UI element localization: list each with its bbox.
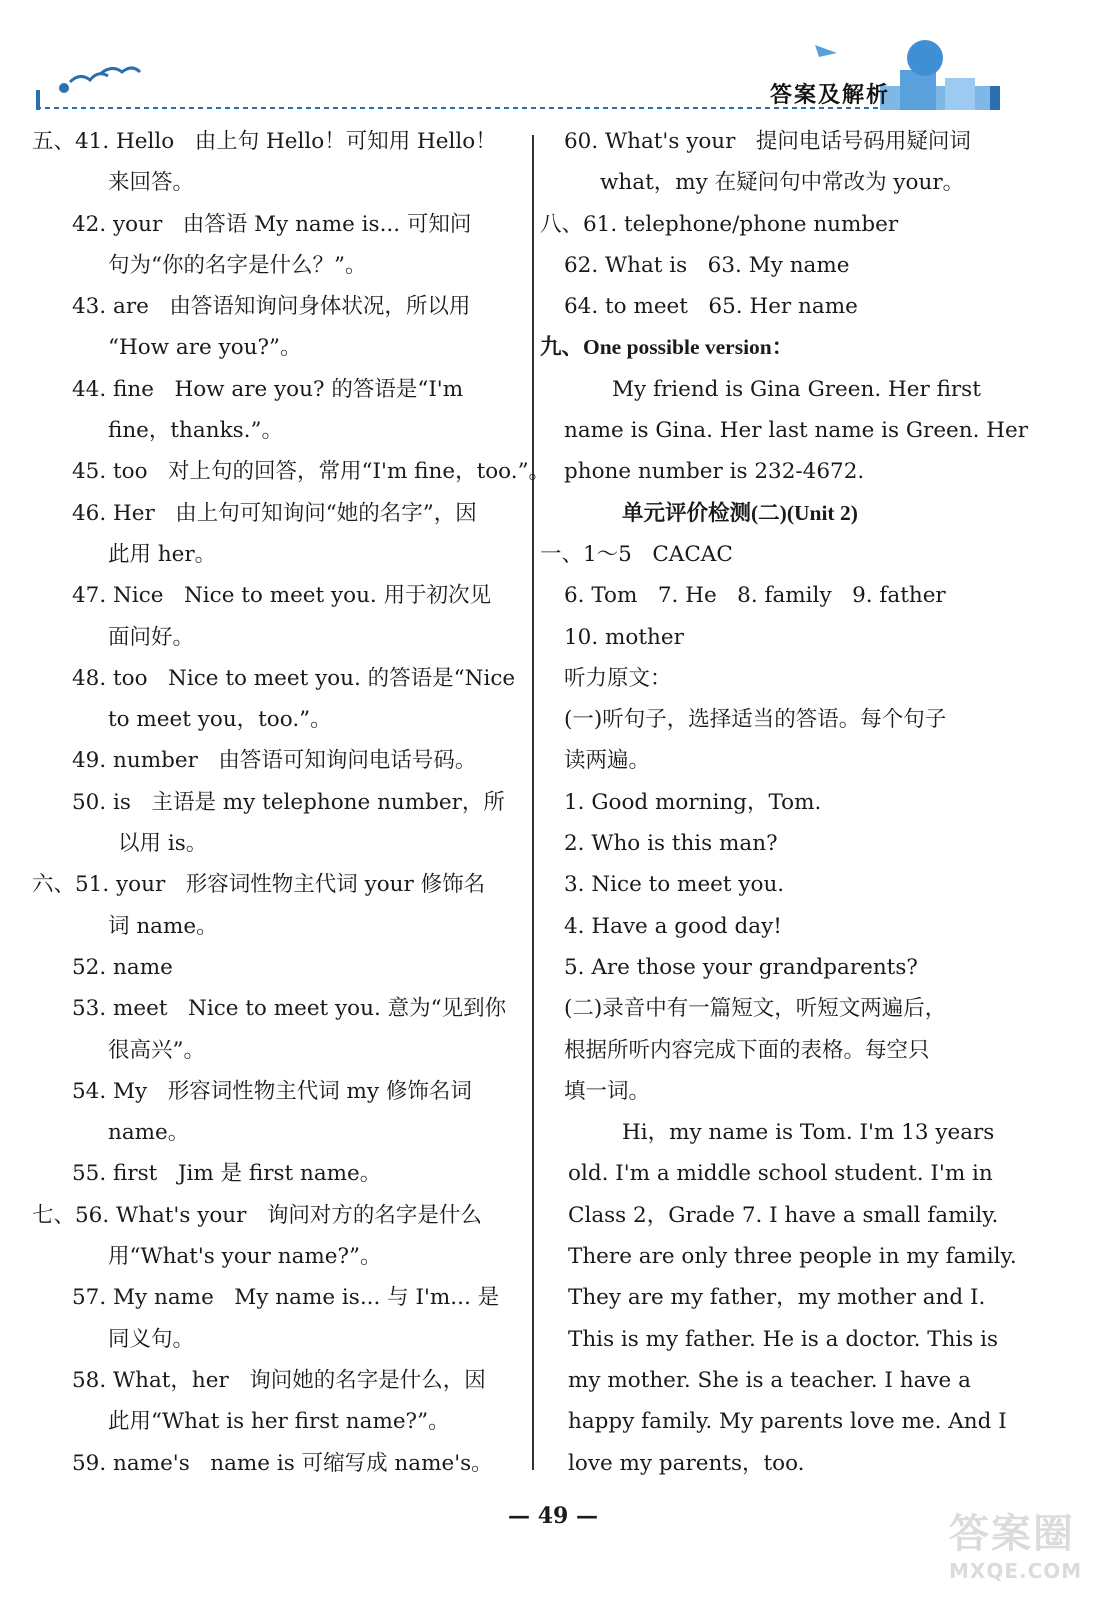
line-text: (一)听句子，选择适当的答语。每个句子	[564, 707, 947, 733]
seagull-icon	[70, 74, 108, 82]
line-text: love my parents，too.	[568, 1450, 805, 1476]
line-text: 6. Tom 7. He 8. family 9. father	[564, 583, 946, 609]
line-text: 54. My 形容词性物主代词 my 修饰名词	[72, 1078, 472, 1104]
text-line	[540, 575, 1030, 616]
text-line	[540, 204, 1030, 245]
text-line	[32, 327, 527, 368]
line-text: 句为“你的名字是什么？”。	[108, 252, 367, 278]
text-line	[32, 245, 527, 286]
text-line	[540, 1401, 1030, 1442]
line-text: happy family. My parents love me. And I	[568, 1409, 1007, 1435]
text-line	[32, 1112, 527, 1153]
text-line	[540, 699, 1030, 740]
text-line	[540, 947, 1030, 988]
text-line	[32, 1277, 527, 1318]
line-text: 单元评价检测(二)(Unit 2)	[622, 500, 858, 525]
line-text: 六、51. your 形容词性物主代词 your 修饰名	[32, 872, 486, 898]
line-text: name is Gina. Her last name is Green. Her	[564, 418, 1029, 444]
line-text: 5. Are those your grandparents?	[564, 954, 918, 980]
line-text: 59. name's name is 可缩写成 name's。	[72, 1450, 493, 1476]
line-text: 读两遍。	[564, 748, 651, 774]
watermark-bottom: MXQE.COM	[949, 1559, 1083, 1583]
page-header	[0, 0, 1106, 125]
line-text: 八、61. telephone/phone number	[540, 211, 899, 237]
line-text: 46. Her 由上句可知询问“她的名字”，因	[72, 500, 477, 526]
line-text: 53. meet Nice to meet you. 意为“见到你	[72, 996, 507, 1022]
text-line	[32, 1360, 527, 1401]
line-text: 50. is 主语是 my telephone number，所	[72, 789, 505, 815]
line-text: 58. What，her 询问她的名字是什么，因	[72, 1367, 486, 1393]
line-text: 九、One possible version：	[540, 335, 794, 360]
text-line	[32, 1030, 527, 1071]
line-text: 听力原文：	[564, 665, 672, 691]
line-text: what，my 在疑问句中常改为 your。	[600, 170, 965, 196]
dot-icon	[59, 83, 69, 93]
text-line	[32, 988, 527, 1029]
text-line	[540, 493, 1030, 534]
text-line	[540, 658, 1030, 699]
text-line	[32, 493, 527, 534]
text-line	[540, 1195, 1030, 1236]
text-line	[540, 1236, 1030, 1277]
text-line	[540, 121, 1030, 162]
text-line	[540, 1443, 1030, 1484]
line-text: 来回答。	[108, 170, 195, 196]
line-text: to meet you，too.”。	[108, 707, 332, 733]
line-text: They are my father，my mother and I.	[568, 1285, 986, 1311]
text-line	[32, 451, 551, 492]
text-line	[32, 1071, 527, 1112]
text-line	[32, 1236, 527, 1277]
text-line	[540, 534, 1030, 575]
text-line	[32, 534, 527, 575]
text-line	[540, 245, 1030, 286]
text-line	[540, 782, 1030, 823]
column-divider	[532, 135, 534, 1470]
line-text: 48. too Nice to meet you. 的答语是“Nice	[72, 665, 516, 691]
line-text: 此用 her。	[108, 541, 217, 567]
text-line	[32, 162, 527, 203]
line-text: 4. Have a good day!	[564, 913, 782, 939]
page-number: — 49 —	[508, 1503, 598, 1529]
text-line	[540, 864, 1030, 905]
line-text: 42. your 由答语 My name is... 可知问	[72, 211, 472, 237]
watermark-top: 答案圈	[949, 1511, 1075, 1557]
line-text: 面问好。	[108, 624, 195, 650]
text-line	[32, 410, 527, 451]
line-text: 根据所听内容完成下面的表格。每空只	[564, 1037, 930, 1063]
line-text: 43. are 由答语知询问身体状况，所以用	[72, 294, 471, 320]
text-line	[32, 369, 527, 410]
text-line	[32, 906, 527, 947]
line-text: “How are you?”。	[108, 335, 302, 361]
text-line	[32, 1195, 527, 1236]
line-text: My friend is Gina Green. Her first	[612, 376, 981, 402]
text-line	[540, 1153, 1030, 1194]
text-line	[32, 617, 527, 658]
text-line	[540, 451, 1030, 492]
line-text: 很高兴”。	[108, 1037, 205, 1063]
text-line	[32, 1319, 527, 1360]
line-text: 45. too 对上句的回答，常用“I'm fine，too.”。	[72, 459, 551, 485]
text-line	[540, 1030, 1030, 1071]
text-line	[32, 286, 527, 327]
text-line	[32, 947, 527, 988]
line-text: 3. Nice to meet you.	[564, 872, 785, 898]
line-text: There are only three people in my family.	[568, 1244, 1017, 1270]
text-line	[540, 410, 1030, 451]
line-text: 2. Who is this man?	[564, 831, 778, 857]
right-column	[540, 121, 1030, 1484]
text-line	[32, 699, 527, 740]
text-line	[540, 988, 1030, 1029]
line-text: old. I'm a middle school student. I'm in	[568, 1161, 993, 1187]
line-text: 五、41. Hello 由上句 Hello！可知用 Hello！	[32, 129, 497, 154]
line-text: 44. fine How are you? 的答语是“I'm	[72, 376, 464, 402]
header-decoration	[0, 0, 1106, 125]
line-text: 52. name	[72, 954, 173, 980]
text-line	[32, 823, 527, 864]
text-line	[32, 782, 527, 823]
line-text: 47. Nice Nice to meet you. 用于初次见	[72, 583, 492, 609]
text-line	[32, 575, 527, 616]
text-line	[540, 327, 1030, 368]
text-line	[32, 204, 527, 245]
line-text: 60. What's your 提问电话号码用疑问词	[564, 129, 971, 154]
text-line	[32, 658, 527, 699]
line-text: This is my father. He is a doctor. This is	[568, 1326, 999, 1352]
text-line	[540, 823, 1030, 864]
text-line	[540, 286, 1030, 327]
text-line	[32, 1443, 527, 1484]
line-text: 55. first Jim 是 first name。	[72, 1161, 382, 1187]
line-text: 1. Good morning，Tom.	[564, 789, 822, 815]
seagull-icon	[100, 68, 140, 74]
text-line	[540, 369, 1030, 410]
text-line	[540, 617, 1030, 658]
text-line	[540, 1112, 1030, 1153]
line-text: 用“What's your name?”。	[108, 1244, 382, 1270]
header-title: 答案及解析	[770, 83, 891, 108]
line-text: my mother. She is a teacher. I have a	[568, 1367, 971, 1393]
line-text: 一、1～5 CACAC	[540, 541, 733, 567]
watermark-logo	[949, 1502, 1084, 1582]
line-text: (二)录音中有一篇短文，听短文两遍后，	[564, 996, 947, 1022]
text-line	[32, 740, 527, 781]
line-text: 10. mother	[564, 624, 684, 650]
text-line	[540, 1277, 1030, 1318]
line-text: 填一词。	[564, 1078, 651, 1104]
line-text: 64. to meet 65. Her name	[564, 294, 858, 320]
text-line	[540, 162, 1030, 203]
text-line	[540, 1360, 1030, 1401]
line-text: 词 name。	[108, 913, 218, 939]
line-text: 62. What is 63. My name	[564, 252, 850, 278]
line-text: 以用 is。	[118, 831, 208, 857]
text-line	[540, 1319, 1030, 1360]
text-line	[540, 740, 1030, 781]
line-text: fine，thanks.”。	[108, 418, 283, 444]
line-text: 同义句。	[108, 1326, 195, 1352]
text-line	[32, 1401, 527, 1442]
text-line	[540, 1071, 1030, 1112]
text-line	[32, 864, 527, 905]
text-line	[540, 906, 1030, 947]
line-text: Hi，my name is Tom. I'm 13 years	[622, 1120, 995, 1146]
line-text: Class 2，Grade 7. I have a small family.	[568, 1202, 999, 1228]
line-text: phone number is 232-4672.	[564, 459, 865, 485]
line-text: 49. number 由答语可知询问电话号码。	[72, 748, 477, 774]
line-text: 57. My name My name is... 与 I'm... 是	[72, 1285, 500, 1311]
line-text: 此用“What is her first name?”。	[108, 1409, 450, 1435]
line-text: 七、56. What's your 询问对方的名字是什么	[32, 1202, 482, 1228]
line-text: name。	[108, 1120, 190, 1146]
left-column	[32, 121, 551, 1484]
text-line	[32, 121, 527, 162]
text-line	[32, 1153, 527, 1194]
